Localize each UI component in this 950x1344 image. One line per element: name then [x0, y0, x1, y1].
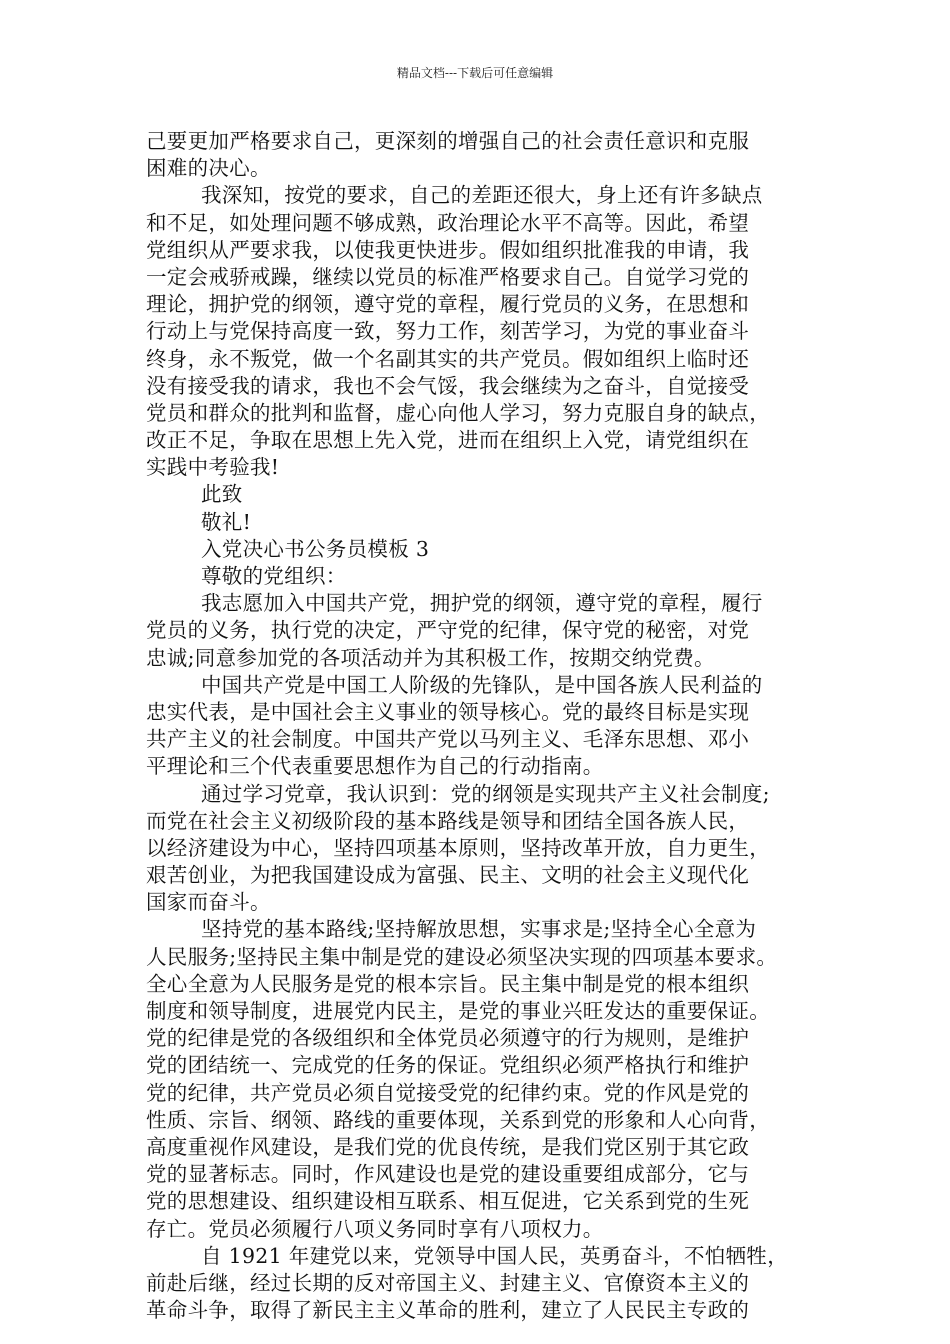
text-line: 共产主义的社会制度。中国共产党以马列主义、毛泽东思想、邓小 — [146, 727, 750, 752]
text-line: 党的纪律，共产党员必须自觉接受党的纪律约束。党的作风是党的 — [146, 1080, 750, 1105]
text-line: 前赴后继，经过长期的反对帝国主义、封建主义、官僚资本主义的 — [146, 1270, 750, 1295]
text-line: 制度和领导制度，进展党内民主，是党的事业兴旺发达的重要保证。 — [146, 999, 770, 1023]
text-line: 我深知，按党的要求，自己的差距还很大，身上还有许多缺点 — [201, 183, 763, 208]
text-line: 党员的义务，执行党的决定，严守党的纪律，保守党的秘密，对党 — [146, 618, 750, 643]
text-line: 党的思想建设、组织建设相互联系、相互促进，它关系到党的生死 — [146, 1189, 750, 1214]
text-line: 党的纪律是党的各级组织和全体党员必须遵守的行为规则，是维护 — [146, 1026, 750, 1051]
text-line: 改正不足，争取在思想上先入党，进而在组织上入党，请党组织在 — [146, 428, 750, 453]
text-line: 存亡。党员必须履行八项义务同时享有八项权力。 — [146, 1216, 604, 1241]
text-line: 平理论和三个代表重要思想作为自己的行动指南。 — [146, 754, 604, 779]
text-line: 行动上与党保持高度一致，努力工作，刻苦学习，为党的事业奋斗 — [146, 319, 750, 344]
text-line: 此致 — [201, 482, 243, 507]
text-line: 艰苦创业，为把我国建设成为富强、民主、文明的社会主义现代化 — [146, 863, 750, 888]
text-line: 党员和群众的批判和监督，虚心向他人学习，努力克服自身的缺点， — [146, 400, 770, 425]
text-line: 坚持党的基本路线;坚持解放思想，实事求是;坚持全心全意为 — [201, 917, 757, 942]
text-line: 理论，拥护党的纲领，遵守党的章程，履行党员的义务，在思想和 — [146, 292, 750, 317]
text-line: 性质、宗旨、纲领、路线的重要体现，关系到党的形象和人心向背， — [146, 1107, 770, 1132]
text-line: 实践中考验我! — [146, 455, 280, 480]
text-line: 中国共产党是中国工人阶级的先锋队，是中国各族人民利益的 — [201, 672, 763, 697]
text-line: 和不足，如处理问题不够成熟，政治理论水平不高等。因此，希望 — [146, 210, 750, 235]
text-line: 革命斗争，取得了新民主主义革命的胜利，建立了人民民主专政的 — [146, 1298, 750, 1323]
text-line: 尊敬的党组织： — [201, 564, 347, 588]
text-line: 自 1921 年建党以来，党领导中国人民，英勇奋斗，不怕牺牲， — [201, 1243, 789, 1268]
text-line: 终身，永不叛党，做一个名副其实的共产党员。假如组织上临时还 — [146, 346, 750, 371]
text-line: 忠诚;同意参加党的各项活动并为其积极工作，按期交纳党费。 — [146, 645, 715, 670]
text-line: 己要更加严格要求自己，更深刻的增强自己的社会责任意识和克服 — [146, 129, 750, 153]
text-line: 而党在社会主义初级阶段的基本路线是领导和团结全国各族人民， — [146, 808, 750, 833]
text-line: 困难的决心。 — [146, 156, 271, 181]
text-line: 忠实代表，是中国社会主义事业的领导核心。党的最终目标是实现 — [146, 699, 750, 724]
text-line: 党的显著标志。同时，作风建设也是党的建设重要组成部分，它与 — [146, 1162, 750, 1187]
text-line: 一定会戒骄戒躁，继续以党员的标准严格要求自己。自觉学习党的 — [146, 264, 750, 289]
text-line: 国家而奋斗。 — [146, 890, 271, 915]
text-line: 党组织从严要求我，以使我更快进步。假如组织批准我的申请，我 — [146, 237, 750, 262]
text-line: 入党决心书公务员模板 3 — [201, 536, 430, 561]
text-line: 人民服务;坚持民主集中制是党的建设必须坚决实现的四项基本要求。 — [146, 944, 778, 969]
text-line: 以经济建设为中心，坚持四项基本原则，坚持改革开放，自力更生， — [146, 835, 770, 860]
document-body — [146, 128, 818, 1324]
text-line: 党的团结统一、完成党的任务的保证。党组织必须严格执行和维护 — [146, 1053, 750, 1078]
text-line: 全心全意为人民服务是党的根本宗旨。民主集中制是党的根本组织 — [146, 971, 750, 996]
text-line: 通过学习党章，我认识到：党的纲领是实现共产主义社会制度; — [201, 781, 770, 806]
text-line: 我志愿加入中国共产党，拥护党的纲领，遵守党的章程，履行 — [201, 591, 763, 616]
page-header: 精品文档---下载后可任意编辑 — [396, 66, 554, 80]
text-line: 敬礼! — [201, 509, 252, 534]
text-line: 没有接受我的请求，我也不会气馁，我会继续为之奋斗，自觉接受 — [146, 373, 750, 398]
text-line: 高度重视作风建设，是我们党的优良传统，是我们党区别于其它政 — [146, 1134, 750, 1159]
